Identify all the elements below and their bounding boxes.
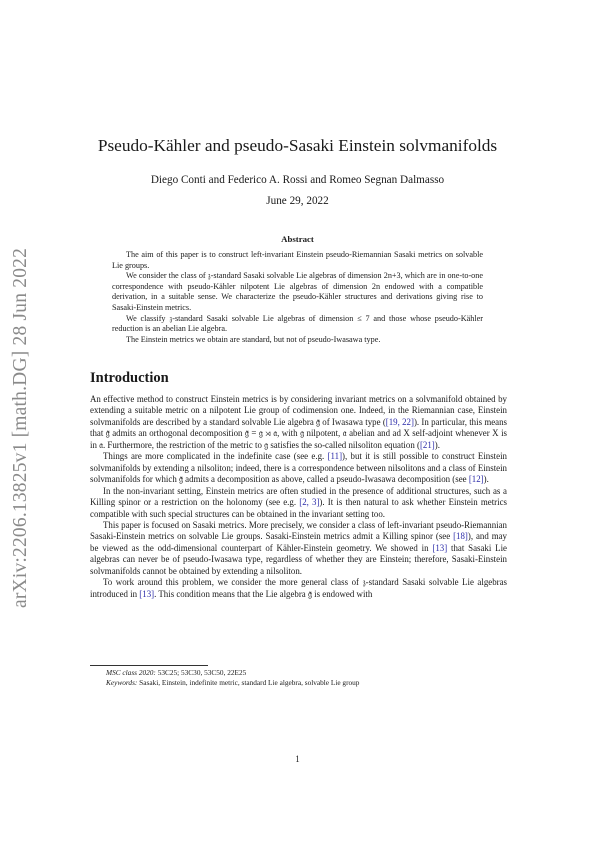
abstract-paragraph: We classify 𝔷-standard Sasaki solvable Lie algebras of dimension ≤ 7 and those whose pseudo-Kähler reduction is an abelian Lie algebra. xyxy=(112,313,483,334)
paper-authors: Diego Conti and Federico A. Rossi and Romeo Segnan Dalmasso xyxy=(150,174,445,186)
citation-link[interactable]: [13] xyxy=(139,588,155,599)
abstract-paragraph: The Einstein metrics we obtain are standard, but not of pseudo-Iwasawa type. xyxy=(126,334,381,344)
citation-link[interactable]: [2, 3] xyxy=(299,497,320,508)
footnote-keywords xyxy=(106,678,359,688)
citation-link[interactable]: [13] xyxy=(432,542,448,553)
citation-link[interactable]: [18] xyxy=(453,531,468,542)
footnote-text: Sasaki, Einstein, indefinite metric, standard Lie algebra, solvable Lie group xyxy=(137,678,360,687)
body-paragraph: An effective method to construct Einstein metrics is by considering invariant metrics on a solvmanifold obtained by extending a suitable metric on a nilpotent Lie group of codimension one. Indeed, in the Riemannian case, Einstein solvmanifolds are described by a standard solvable Lie algebra 𝔤̃ of Iwasawa type ([19, 22]). In particular, this means that 𝔤̃ admits an orthogonal decomposition 𝔤̃ = 𝔤 ⋊ 𝔞, with 𝔤 nilpotent, 𝔞 abelian and ad X self-adjoint whenever X is in 𝔞. Furthermore, the restriction of the metric to 𝔤 satisfies the so-called nilsoliton equation ([21]). xyxy=(90,394,507,450)
citation-link[interactable]: [11] xyxy=(327,451,343,462)
body-paragraph: In the non-invariant setting, Einstein metrics are often studied in the presence of additional structures, such as a Killing spinor or a restriction on the holonomy (see e.g. [2, 3]). It is then natural to ask whether Einstein metrics compatible with such special structures can be obtained in the invariant setting too. xyxy=(90,485,507,519)
abstract xyxy=(112,250,483,345)
arxiv-stamp: arXiv:2206.13825v1 [math.DG] 28 Jun 2022 xyxy=(10,247,31,608)
footnote-text: 53C25; 53C30, 53C50, 22E25 xyxy=(155,668,247,677)
footnote-label: Keywords: xyxy=(106,678,138,687)
footnote-label: MSC class 2020: xyxy=(106,668,156,677)
paper-title: Pseudo-Kähler and pseudo-Sasaki Einstein solvmanifolds xyxy=(97,136,498,155)
footnote-rule xyxy=(90,665,208,666)
introduction-body xyxy=(90,394,507,600)
page-number: 1 xyxy=(295,754,300,764)
paper-date: June 29, 2022 xyxy=(266,195,329,207)
body-paragraph: To work around this problem, we consider the more general class of 𝔷-standard Sasaki solvable Lie algebras introduced in [13]. This condition means that the Lie algebra 𝔤̃ is endowed with xyxy=(90,577,507,599)
body-paragraph: This paper is focused on Sasaki metrics. More precisely, we consider a class of left-invariant pseudo-Riemannian Sasaki-Einstein metrics on solvable Lie groups. Sasaki-Einstein metrics admit a Killing spinor (see [18]), and may be viewed as the odd-dimensional counterpart of Kähler-Einstein geometry. We showed in [13] that Sasaki Lie algebras can never be of pseudo-Iwasawa type, regardless of whether they are Einstein; therefore, Sasaki-Einstein solvmanifolds cannot be obtained by extending a nilsoliton. xyxy=(90,519,507,576)
section-heading-introduction: Introduction xyxy=(90,370,169,386)
abstract-heading: Abstract xyxy=(281,234,314,244)
abstract-paragraph: The aim of this paper is to construct left-invariant Einstein pseudo-Riemannian Sasaki metrics on solvable Lie groups. xyxy=(112,250,483,270)
abstract-paragraph: We consider the class of 𝔷-standard Sasaki solvable Lie algebras of dimension 2n+3, which are in one-to-one correspondence with pseudo-Kähler nilpotent Lie algebras of dimension 2n endowed with a compatible derivation, in a suitable sense. We characterize the pseudo-Kähler structures and derivations giving rise to Sasaki-Einstein metrics. xyxy=(112,271,483,312)
citation-link[interactable]: [21] xyxy=(419,439,435,450)
citation-link[interactable]: [19, 22] xyxy=(385,416,414,427)
citation-link[interactable]: [12] xyxy=(468,474,484,485)
body-paragraph: Things are more complicated in the indefinite case (see e.g. [11]), but it is still possible to construct Einstein solvmanifolds by extending a nilsoliton; indeed, there is a correspondence between nilsolitons and a class of Einstein solvmanifolds for which 𝔤̃ admits a decomposition as above, called a pseudo-Iwasawa decomposition (see [12]). xyxy=(90,451,507,485)
footnote-msc xyxy=(106,668,246,678)
